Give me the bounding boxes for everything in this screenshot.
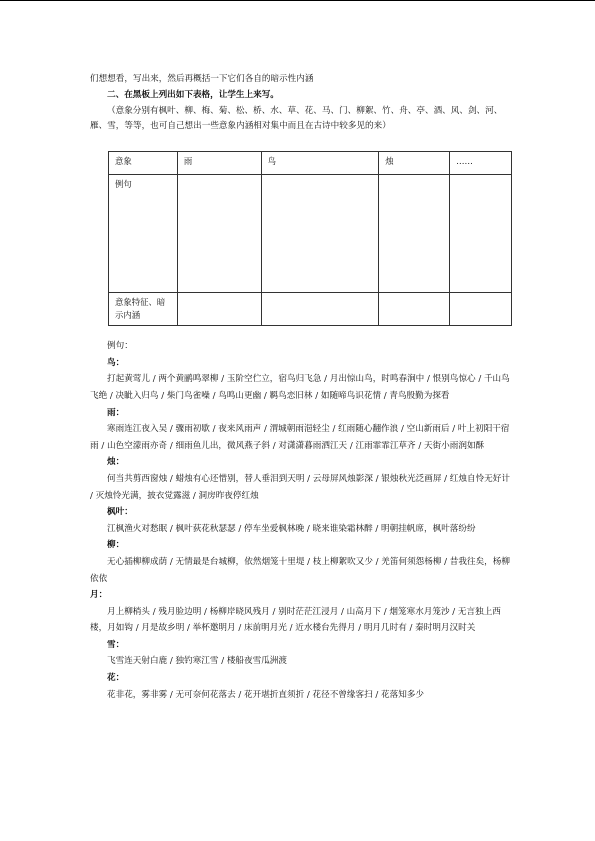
section-title-moon: 月： — [90, 590, 108, 601]
section-text-rain: 寒雨连江夜入吴 / 骤雨初歇 / 夜来风雨声 / 渭城朝雨浥轻尘 / 红雨随心翻作浪 / 空山新雨后 / 叶上初阳干宿雨 / 山色空濛雨亦奇 / 细雨鱼儿出，微风燕子斜 / 对潇潇暮雨洒江天 / 江雨霏霏江草齐 / 天街小雨润如酥 — [90, 424, 510, 451]
section-title-snow: 雪： — [107, 639, 125, 650]
table-cell — [450, 293, 512, 326]
section-title-candle: 烛： — [107, 457, 125, 468]
table-header-cell: 意象 — [109, 152, 178, 175]
document-page — [90, 72, 512, 703]
table-cell — [261, 293, 379, 326]
table-cell — [261, 175, 379, 293]
table-header-cell: 鸟 — [261, 152, 379, 175]
section-text-candle: 何当共剪西窗烛 / 蜡烛有心还惜别，替人垂泪到天明 / 云母屏风烛影深 / 银烛秋光泛画屏 / 红烛自怜无好计 / 灭烛怜光满，披衣觉露滋 / 洞房昨夜停红烛 — [90, 473, 510, 501]
table-cell — [450, 175, 512, 293]
intro-note: （意象分别有枫叶、柳、梅、菊、松、桥、水、草、花、马、门、柳絮、竹、舟、亭、酒、风、剑、河、雁、雪，等等，也可自己想出一些意象内涵相对集中而且在古诗中较多见的来） — [90, 105, 503, 132]
examples-label: 例句： — [107, 341, 133, 352]
example-row-label: 例句 — [109, 175, 178, 293]
intro-line: 们想想看，写出来，然后再概括一下它们各自的暗示性内涵 — [90, 74, 314, 84]
section-heading: 二、在黑板上列出如下表格，让学生上来写。 — [107, 89, 279, 100]
table-header-cell: …… — [450, 152, 512, 175]
section-title-bird: 鸟： — [107, 357, 125, 368]
table-cell — [177, 293, 261, 326]
section-text-willow: 无心插柳柳成荫 / 无情最是台城柳，依然烟笼十里堤 / 枝上柳絮吹又少 / 羌笛何须怨杨柳 / 昔我往矣，杨柳依依 — [90, 556, 510, 584]
table-row — [109, 293, 512, 326]
section-text-flower: 花非花，雾非雾 / 无可奈何花落去 / 花开堪折直须折 / 花径不曾缘客扫 / 花落知多少 — [107, 689, 425, 700]
section-title-willow: 柳： — [107, 540, 125, 551]
top-border-line — [0, 0, 595, 1]
section-title-rain: 雨： — [107, 407, 125, 418]
table-row — [109, 175, 512, 293]
table-cell — [177, 175, 261, 293]
table-header-cell: 雨 — [177, 152, 261, 175]
section-text-moon: 月上柳梢头 / 残月脸边明 / 杨柳岸晓风残月 / 别时茫茫江浸月 / 山高月下 / 烟笼寒水月笼沙 / 无言独上西楼，月如钩 / 月是故乡明 / 举杯邀明月 / 床前明月光 / 近水楼台先得月 / 明月几时有 / 秦时明月汉时关 — [90, 606, 501, 634]
table-cell — [379, 175, 450, 293]
section-title-maple: 枫叶： — [107, 507, 133, 518]
feature-row-label: 意象特征、暗示内涵 — [109, 293, 178, 326]
section-title-flower: 花： — [107, 673, 125, 684]
table-cell — [379, 293, 450, 326]
section-text-maple: 江枫渔火对愁眠 / 枫叶荻花秋瑟瑟 / 停车坐爱枫林晚 / 晓来谁染霜林醉 / 明朝挂帆席，枫叶落纷纷 — [107, 523, 476, 534]
table-header-row — [109, 152, 512, 175]
section-text-snow: 飞雪连天射白鹿 / 独钓寒江雪 / 楼船夜雪瓜洲渡 — [107, 656, 287, 667]
table-header-cell: 烛 — [379, 152, 450, 175]
section-text-bird: 打起黄莺儿 / 两个黄鹂鸣翠柳 / 玉阶空伫立，宿鸟归飞急 / 月出惊山鸟，时鸣春涧中 / 恨别鸟惊心 / 千山鸟飞绝 / 决眦入归鸟 / 柴门鸟雀噪 / 鸟鸣山更幽 / 羁鸟恋旧林 / 如随啼鸟识花情 / 青鸟殷勤为探看 — [90, 374, 510, 401]
imagery-table — [108, 151, 512, 326]
